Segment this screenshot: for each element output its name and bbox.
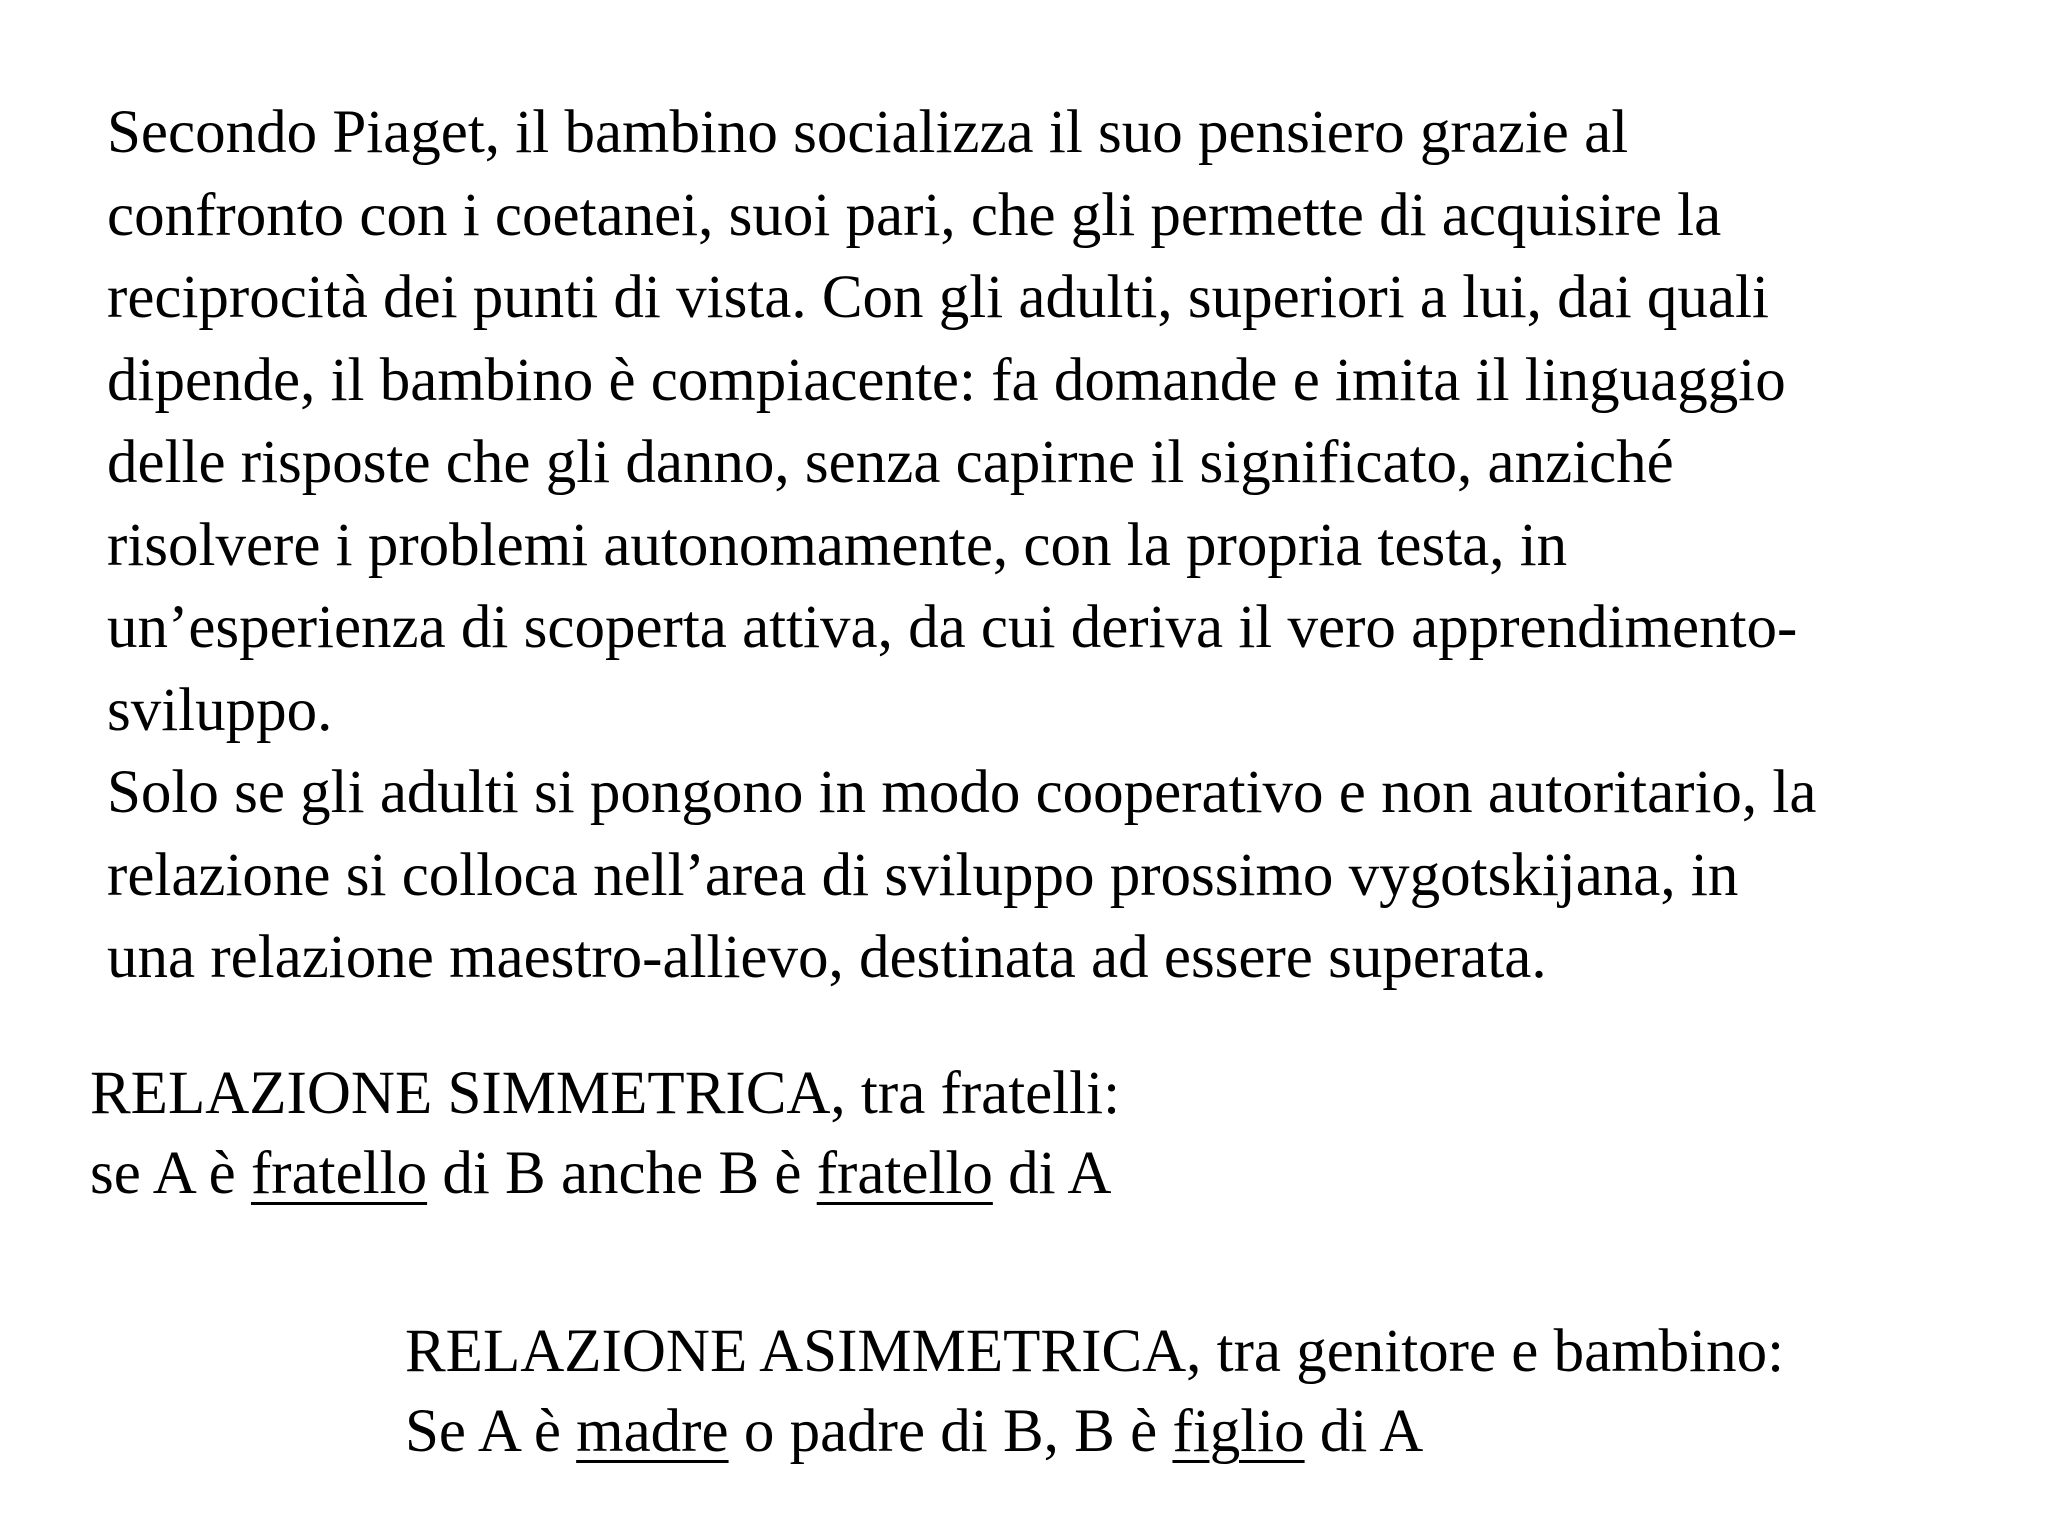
asymmetric-example-text-2: o padre di B, B è [728, 1398, 1173, 1465]
asymmetric-example-term-2: figlio [1172, 1398, 1305, 1465]
asymmetric-example-text-1: Se A è [405, 1398, 577, 1465]
asymmetric-example-text-3: di A [1304, 1398, 1424, 1465]
asymmetric-relation-example [405, 1392, 1784, 1472]
main-text-block [107, 92, 2037, 1000]
asymmetric-relation-heading: RELAZIONE ASIMMETRICA, tra genitore e bambino: [405, 1318, 1785, 1385]
paragraph-piaget: Secondo Piaget, il bambino socializza il suo pensiero grazie al confronto con i coetanei, suoi pari, che gli permette di acquisire la reciprocità dei punti di vista. Con gli adulti, superiori a lui, dai quali dipende, il bambino è compiacente: fa domande e imita il linguaggio delle risposte che gli danno, senza capirne il significato, anziché risolvere i problemi autonomamente, con la propria testa, in un’esperienza di scoperta attiva, da cui deriva il vero apprendimento- sviluppo. [107, 99, 1798, 744]
symmetric-example-term-1: fratello [250, 1140, 428, 1207]
symmetric-example-text-2: di B anche B è [427, 1140, 817, 1207]
symmetric-example-text-3: di A [992, 1140, 1112, 1207]
asymmetric-example-term-1: madre [576, 1398, 729, 1465]
symmetric-example-text-1: se A è [90, 1140, 251, 1207]
symmetric-relation-heading: RELAZIONE SIMMETRICA, tra fratelli: [90, 1060, 1121, 1127]
symmetric-relation-example [90, 1134, 1120, 1214]
asymmetric-relation-block [405, 1312, 1784, 1472]
symmetric-relation-block [90, 1054, 1120, 1214]
symmetric-example-term-2: fratello [816, 1140, 993, 1207]
paragraph-vygotsky: Solo se gli adulti si pongono in modo cooperativo e non autoritario, la relazione si colloca nell’area di sviluppo prossimo vygotskijana, in una relazione maestro-allievo, destinata ad essere superata. [107, 759, 1817, 991]
